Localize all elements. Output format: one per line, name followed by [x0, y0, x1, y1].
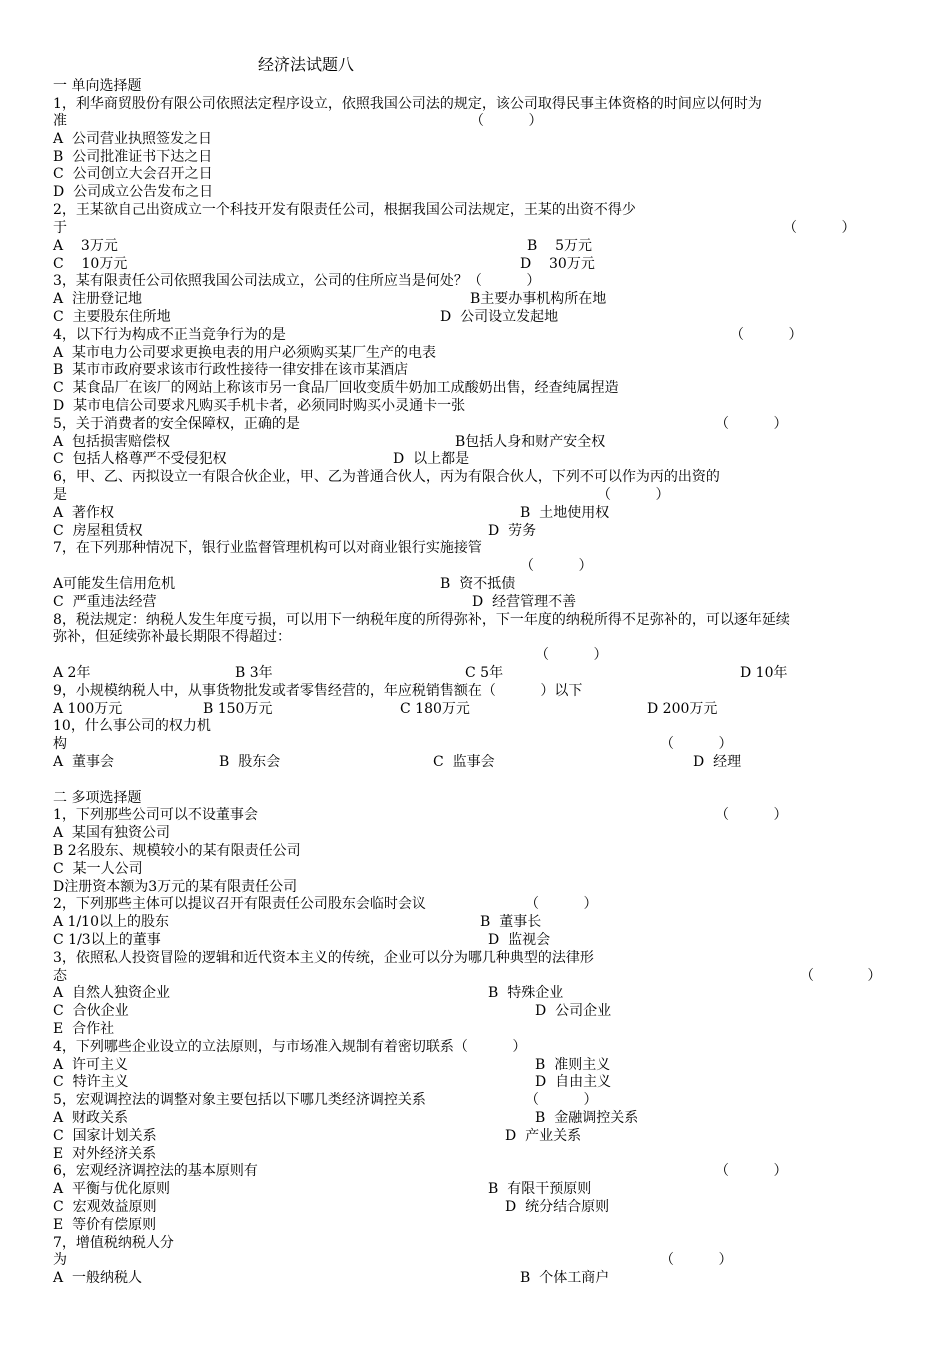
- text-line: （ ）: [715, 416, 788, 432]
- text-line: C 房屋租赁权: [53, 523, 143, 539]
- text-line: 构: [53, 736, 67, 752]
- text-line: 2，下列那些主体可以提议召开有限责任公司股东会临时会议: [53, 896, 426, 912]
- text-line: D 30万元: [520, 256, 595, 272]
- text-line: B 特殊企业: [488, 985, 564, 1001]
- text-line: 10，什么事公司的权力机: [53, 718, 211, 734]
- text-line: B 资不抵债: [440, 576, 516, 592]
- text-line: B 5万元: [527, 238, 592, 254]
- text-line: E 对外经济关系: [53, 1146, 157, 1162]
- text-line: B 股东会: [219, 754, 281, 770]
- text-line: 6，甲、乙、丙拟设立一有限合伙企业，甲、乙为普通合伙人，丙为有限合伙人，下列不可以作为丙的出资的: [53, 469, 720, 485]
- text-line: D 公司企业: [535, 1003, 612, 1019]
- text-line: 准: [53, 113, 67, 129]
- text-line: D 统分结合原则: [505, 1199, 610, 1215]
- text-line: D 自由主义: [535, 1074, 612, 1090]
- text-line: 5，宏观调控法的调整对象主要包括以下哪几类经济调控关系: [53, 1092, 426, 1108]
- text-line: 1，下列那些公司可以不设董事会: [53, 807, 258, 823]
- text-line: C 严重违法经营: [53, 594, 157, 610]
- text-line: 9，小规模纳税人中，从事货物批发或者零售经营的，年应税销售额在（ ）以下: [53, 683, 583, 699]
- text-line: A 100万元: [53, 701, 123, 717]
- text-line: （ ）: [783, 220, 856, 236]
- text-line: （ ）: [470, 113, 543, 129]
- text-line: B 有限干预原则: [488, 1181, 592, 1197]
- text-line: A 一般纳税人: [53, 1270, 143, 1286]
- text-line: B主要办事机构所在地: [470, 291, 607, 307]
- text-line: （ ）: [660, 736, 733, 752]
- text-line: C 合伙企业: [53, 1003, 129, 1019]
- text-line: 态: [53, 968, 67, 984]
- text-line: 4，以下行为构成不正当竞争行为的是: [53, 327, 286, 343]
- text-line: （ ）: [715, 807, 788, 823]
- text-line: （ ）: [800, 968, 882, 984]
- text-line: 8，税法规定：纳税人发生年度亏损，可以用下一纳税年度的所得弥补，下一年度的纳税所得不足弥补的，可以逐年延续: [53, 612, 790, 628]
- text-line: （ ）: [525, 1092, 598, 1108]
- text-line: 6，宏观经济调控法的基本原则有: [53, 1163, 258, 1179]
- text-line: 是: [53, 487, 67, 503]
- text-line: （ ）: [535, 647, 608, 663]
- text-line: C 国家计划关系: [53, 1128, 157, 1144]
- text-line: C 10万元: [53, 256, 128, 272]
- text-line: 3，某有限责任公司依照我国公司法成立，公司的住所应当是何处？（ ）: [53, 273, 541, 289]
- text-line: A可能发生信用危机: [53, 576, 176, 592]
- text-line: A 某国有独资公司: [53, 825, 171, 841]
- text-line: D注册资本额为3万元的某有限责任公司: [53, 879, 298, 895]
- text-line: D 经营管理不善: [472, 594, 577, 610]
- text-line: 于: [53, 220, 67, 236]
- text-line: D 10年: [740, 665, 788, 681]
- text-line: B 准则主义: [535, 1057, 611, 1073]
- text-line: A 财政关系: [53, 1110, 129, 1126]
- text-line: D 200万元: [647, 701, 718, 717]
- text-line: B 公司批准证书下达之日: [53, 149, 213, 165]
- text-line: B 董事长: [480, 914, 542, 930]
- text-line: （ ）: [597, 487, 670, 503]
- page-title: 经济法试题八: [258, 55, 355, 74]
- text-line: B包括人身和财产安全权: [455, 434, 606, 450]
- text-line: B 2名股东、规模较小的某有限责任公司: [53, 843, 301, 859]
- text-line: C 180万元: [400, 701, 470, 717]
- text-line: B 个体工商户: [520, 1270, 610, 1286]
- text-line: D 公司成立公告发布之日: [53, 184, 214, 200]
- text-line: D 监视会: [488, 932, 551, 948]
- text-line: 一 单向选择题: [53, 78, 142, 94]
- text-line: A 1/10以上的股东: [53, 914, 169, 930]
- text-line: 2，王某欲自己出资成立一个科技开发有限责任公司，根据我国公司法规定，王某的出资不得少: [53, 202, 636, 218]
- text-line: B 金融调控关系: [535, 1110, 639, 1126]
- text-line: A 平衡与优化原则: [53, 1181, 171, 1197]
- text-line: C 某一人公司: [53, 861, 143, 877]
- text-line: 5，关于消费者的安全保障权，正确的是: [53, 416, 300, 432]
- text-line: D 公司设立发起地: [440, 309, 559, 325]
- text-line: B 某市市政府要求该市行政性接待一律安排在该市某酒店: [53, 362, 409, 378]
- text-line: B 土地使用权: [520, 505, 610, 521]
- text-line: D 以上都是: [393, 451, 470, 467]
- text-line: A 某市电力公司要求更换电表的用户必须购买某厂生产的电表: [53, 345, 437, 361]
- text-line: 弥补，但延续弥补最长期限不得超过：: [53, 629, 291, 645]
- text-line: D 产业关系: [505, 1128, 582, 1144]
- text-line: （ ）: [660, 1252, 733, 1268]
- text-line: 3，依照私人投资冒险的逻辑和近代资本主义的传统，企业可以分为哪几种典型的法律形: [53, 950, 594, 966]
- text-line: C 主要股东住所地: [53, 309, 171, 325]
- text-line: A 2年: [53, 665, 91, 681]
- text-line: C 宏观效益原则: [53, 1199, 157, 1215]
- text-line: 1，利华商贸股份有限公司依照法定程序设立，依照我国公司法的规定，该公司取得民事主体资格的时间应以何时为: [53, 96, 762, 112]
- text-line: 二 多项选择题: [53, 790, 142, 806]
- text-line: C 公司创立大会召开之日: [53, 166, 213, 182]
- text-line: 7，增值税纳税人分: [53, 1235, 174, 1251]
- text-line: A 公司营业执照签发之日: [53, 131, 213, 147]
- text-line: A 包括损害赔偿权: [53, 434, 171, 450]
- text-line: E 等价有偿原则: [53, 1217, 157, 1233]
- text-line: A 董事会: [53, 754, 115, 770]
- text-line: A 3万元: [53, 238, 118, 254]
- text-line: C 5年: [465, 665, 504, 681]
- text-line: （ ）: [525, 896, 598, 912]
- text-line: C 监事会: [433, 754, 495, 770]
- text-line: 7，在下列那种情况下，银行业监督管理机构可以对商业银行实施接管: [53, 540, 482, 556]
- text-line: E 合作社: [53, 1021, 115, 1037]
- text-line: D 经理: [693, 754, 742, 770]
- text-line: C 某食品厂在该厂的网站上称该市另一食品厂回收变质牛奶加工成酸奶出售，经查纯属捏造: [53, 380, 619, 396]
- text-line: C 1/3以上的董事: [53, 932, 161, 948]
- text-line: A 许可主义: [53, 1057, 129, 1073]
- text-line: （ ）: [715, 1163, 788, 1179]
- text-line: B 150万元: [203, 701, 273, 717]
- text-line: C 特许主义: [53, 1074, 129, 1090]
- text-line: A 注册登记地: [53, 291, 143, 307]
- text-line: D 劳务: [488, 523, 537, 539]
- text-line: A 自然人独资企业: [53, 985, 171, 1001]
- text-line: 4，下列哪些企业设立的立法原则，与市场准入规制有着密切联系（ ）: [53, 1039, 527, 1055]
- text-line: C 包括人格尊严不受侵犯权: [53, 451, 227, 467]
- text-line: A 著作权: [53, 505, 115, 521]
- text-line: B 3年: [235, 665, 273, 681]
- text-line: （ ）: [730, 327, 803, 343]
- text-line: （ ）: [520, 558, 593, 574]
- text-line: 为: [53, 1252, 67, 1268]
- text-line: D 某市电信公司要求凡购买手机卡者，必须同时购买小灵通卡一张: [53, 398, 466, 414]
